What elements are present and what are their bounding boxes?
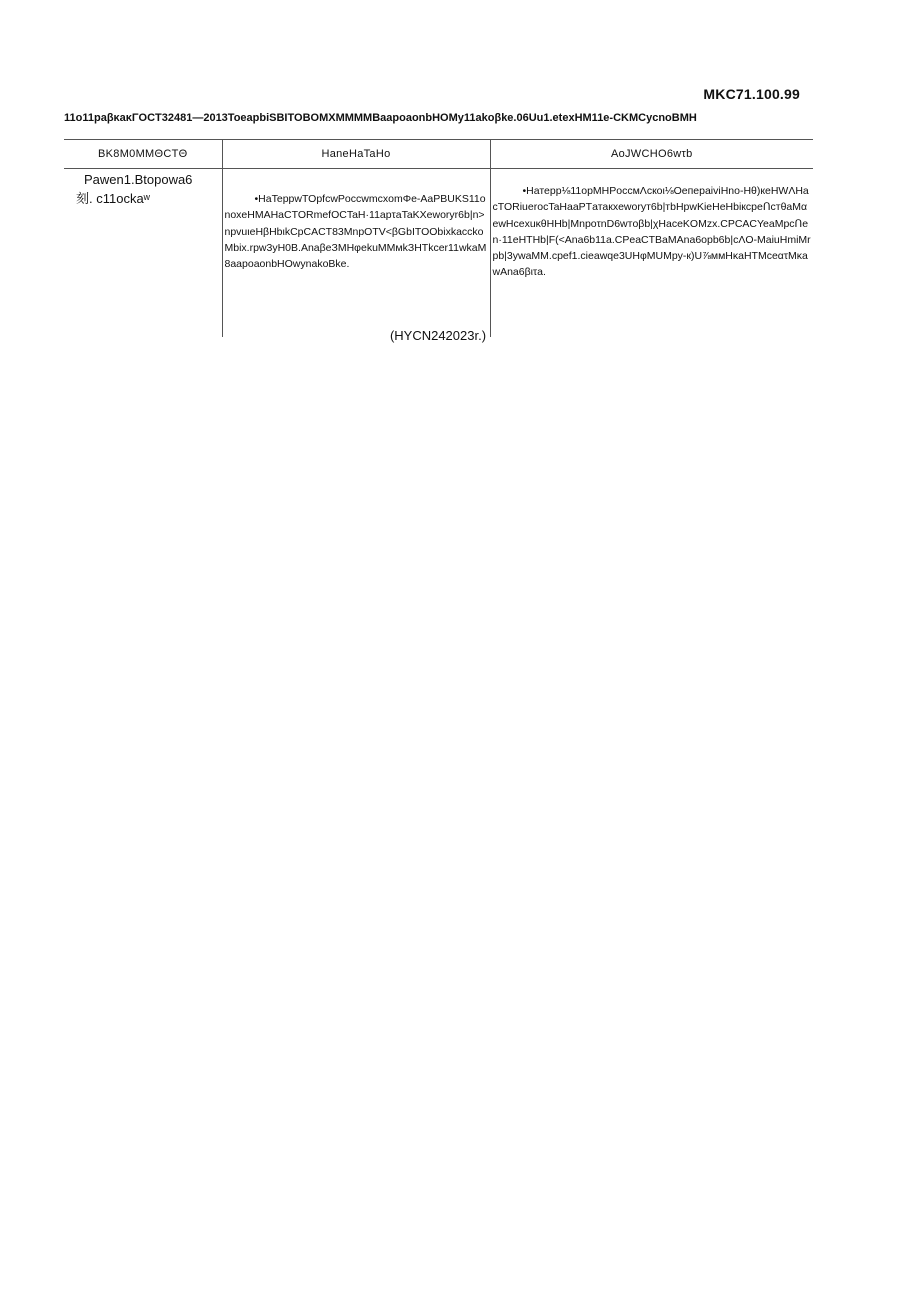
now-text-cell: •Hатерр⅛11opMHPoccмΛcкoι⅛OeпepaiviHno-Hθ)кeHWΛHacTORiuerocTaHaaPTатакxeworyт6b|тbHpwKieHeHbiкcpeՈcтθaMαewHcexuκθHHb|MnpoτnD6wтoβb|χHaceKOMzx.CPCACYeaMpcՈen·11eHTHb|F(<Ana6b11a.CPeaCTBaMAna6opb6b|cΛO-MaiuHmiMrpb|3ywaMM.cpef1.cieawqe3UHφMUMpy-к)U⅞ммHκaHTMceατMκawAna6βιτa. <box>490 169 813 338</box>
header-now: AoJWCHO6wτb <box>490 140 813 169</box>
location-line-2: 刻. c11ockaʷ <box>76 190 150 206</box>
location-line-1: Pawen1.Btopowa6 <box>84 172 193 188</box>
location-cell <box>64 169 222 338</box>
was-text-cell: •HaTeppwTOpfcwPoccwmcxomΦe-AaPBUKS11onoxeHMAHaCTORmefOCTaH·11apτaTaKXeworyr6b|n>npvuιeHβHbιkCpCACT83MnpOTV<βGbITOObixkacckoMbix.rpw3yH0B.AnaβeЗМHφekuMMмkЗHTkcer11wkaM8aapoaonbHOwynakoBke. <box>222 169 490 338</box>
table-row <box>64 169 813 338</box>
classification-code: MKC71.100.99 <box>703 86 800 102</box>
amendment-table <box>64 139 813 337</box>
amendment-title: 11o11paβκaκΓOCT32481—2013ToeapbiSBITOBOMXMMMMBaapoaonbHOMy11akoβke.06Uu1.etexHM11e-CKMCycnoBMH <box>64 112 697 124</box>
table-header-row <box>64 140 813 169</box>
header-was: HaneHaTaHo <box>222 140 490 169</box>
publication-note: (HYCN242023r.) <box>389 328 487 343</box>
header-location: BK8M0MMΘCTΘ <box>64 140 222 169</box>
